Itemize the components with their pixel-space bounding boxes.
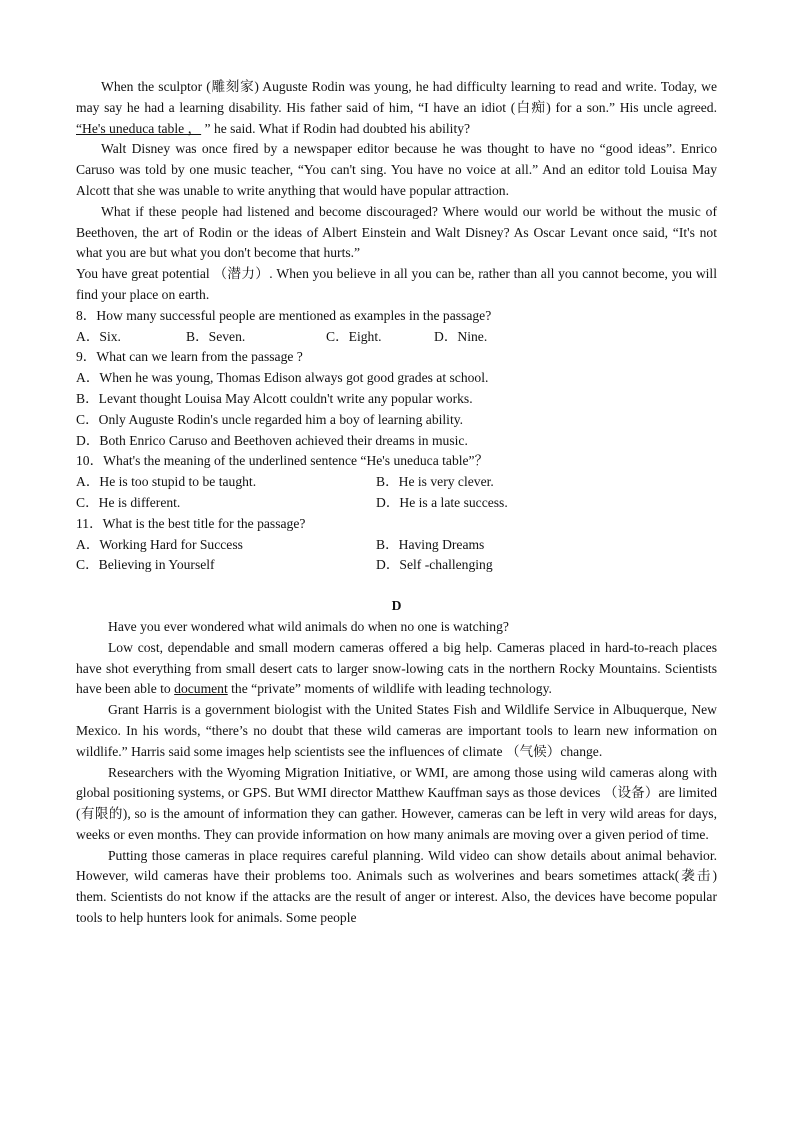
passage-c-paragraph-4: You have great potential （潜力）. When you believe in all you can be, rather than all you cannot become, you will find your place on earth. <box>76 266 717 302</box>
question-11-stem: 11．What is the best title for the passage? <box>76 515 306 531</box>
question-10-options-row-1 <box>76 472 717 493</box>
passage-d-paragraph-4: Researchers with the Wyoming Migration Initiative, or WMI, are among those using wild cameras along with global positioning systems, or GPS. But WMI director Matthew Kauffman says as those devices （设备）are limited (有限的), so is the amount of information they can gather. However, cameras can be left in very wild areas for days, weeks or even months. They can provide information on how many animals are moving over a given period of time. <box>76 764 717 842</box>
text-run: Low cost, dependable and small modern cameras offered a big help. Cameras placed in hard-to-reach places have shot everything from small desert cats to larger snow-lowing cats in the northern Rocky Mountains. Scientists have been able to <box>76 639 717 697</box>
text-run: the “private” moments of wildlife with leading technology. <box>227 681 552 697</box>
option-d: D．He is a late success. <box>376 494 508 510</box>
option-a: A．He is too stupid to be taught. <box>76 474 257 490</box>
question-9-stem: 9．What can we learn from the passage ? <box>76 349 303 365</box>
passage-c-paragraph-2: Walt Disney was once fired by a newspaper editor because he was thought to have no “good ideas”. Enrico Caruso was told by one music teacher, “You can't sing. You have no voice at all.” And an editor told Louisa May Alcott that she was unable to write anything that would have popular attraction. <box>76 141 717 198</box>
option-d: D．Nine. <box>434 328 488 344</box>
underlined-sentence: “He's uneduca table ， <box>76 120 202 136</box>
option-c: C．He is different. <box>76 494 181 510</box>
option-c: C．Eight. <box>326 328 382 344</box>
option-b: B．He is very clever. <box>376 474 494 490</box>
option-a: A．When he was young, Thomas Edison always got good grades at school. <box>76 370 489 386</box>
passage-d-paragraph-3: Grant Harris is a government biologist with the United States Fish and Wildlife Service in Albuquerque, New Mexico. In his words, “there’s no doubt that these wild cameras are important tools to learn new information on wildlife.” Harris said some images help scientists see the influences of climate （气候）change. <box>76 702 717 759</box>
option-c: C．Only Auguste Rodin's uncle regarded him a boy of learning ability. <box>76 411 464 427</box>
passage-d-paragraph-5: Putting those cameras in place requires careful planning. Wild video can show details about animal behavior. However, wild cameras have their problems too. Animals such as wolverines and bears sometimes attack(袭击) them. Scientists do not know if the attacks are the result of anger or interest. Also, the devices have become popular tools to help hunters look for animals. Some people <box>76 847 717 926</box>
option-d: D．Both Enrico Caruso and Beethoven achieved their dreams in music. <box>76 432 468 448</box>
question-8-stem: 8．How many successful people are mentioned as examples in the passage? <box>76 307 492 323</box>
passage-d-paragraph-2 <box>76 638 717 700</box>
passage-c-paragraph-1 <box>76 77 717 139</box>
option-a: A．Working Hard for Success <box>76 536 243 552</box>
question-11-options-row-2 <box>76 555 717 576</box>
question-8-options <box>76 327 717 348</box>
question-11-options-row-1 <box>76 535 717 556</box>
option-d: D．Self -challenging <box>376 557 493 573</box>
text-run: When the sculptor (雕刻家) Auguste Rodin was young, he had difficulty learning to read and write. Today, we may say he had a learning disability. His father said of him, “I have an idiot (白痴) for a son.” His uncle agreed. <box>76 79 717 115</box>
question-10-stem: 10．What's the meaning of the underlined sentence “He's uneduca table”？ <box>76 453 489 469</box>
option-b: B．Levant thought Louisa May Alcott couldn't write any popular works. <box>76 390 473 406</box>
passage-c-paragraph-3: What if these people had listened and become discouraged? Where would our world be without the music of Beethoven, the art of Rodin or the ideas of Albert Einstein and Walt Disney? As Oscar Levant once said, “It's not what you are but what you don't become that hurts.” <box>76 203 717 261</box>
option-c: C．Believing in Yourself <box>76 557 215 573</box>
option-b: B．Having Dreams <box>376 536 485 552</box>
option-b: B．Seven. <box>186 328 246 344</box>
question-10-options-row-2 <box>76 493 717 514</box>
section-title: D <box>391 598 402 614</box>
underlined-word: document <box>174 681 228 697</box>
passage-d-paragraph-1: Have you ever wondered what wild animals do when no one is watching? <box>108 618 509 634</box>
text-run: ” he said. What if Rodin had doubted his ability? <box>201 120 471 136</box>
option-a: A．Six. <box>76 328 121 344</box>
